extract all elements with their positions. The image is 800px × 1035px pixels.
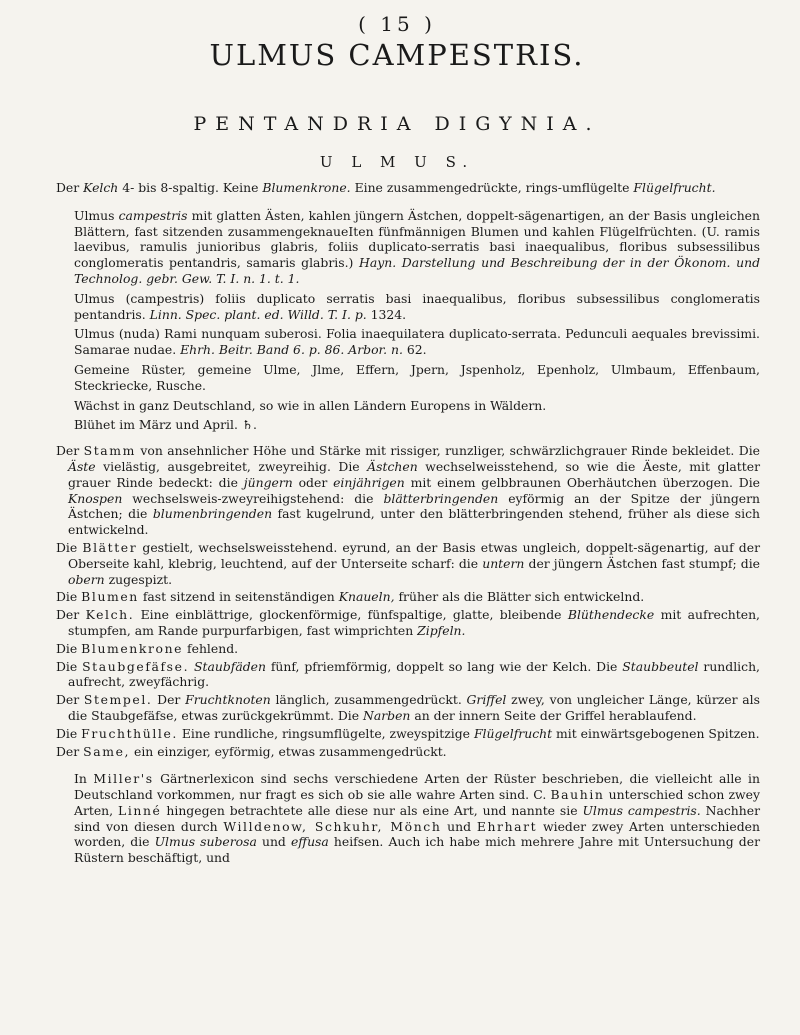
remarks-section — [34, 771, 760, 866]
genus-description: Der Kelch 4- bis 8-spaltig. Keine Blumenkrone. Eine zusammengedrückte, rings-umflügelte Flügelfrucht. — [56, 180, 716, 195]
description-stamens: Die Staubgefäfse. Staubfäden fünf, pfriemförmig, doppelt so lang wie der Kelch. Die Staubbeutel rundlich, aufrecht, zweyfächrig. — [56, 658, 760, 690]
habitat: Wächst in ganz Deutschland, so wie in allen Ländern Europens in Wäldern. — [74, 397, 547, 413]
ehrhart-citation: Ulmus (nuda) Rami nunquam suberosi. Folia inaequilatera duplicato-serrata. Pedunculi aequales brevissimi. Samarae nudae. Ehrh. Beitr. Band 6. p. 86. Arbor. n. 62. — [74, 326, 760, 358]
description-corolla: Die Blumenkrone fehlend. — [56, 640, 239, 656]
genus-heading: U L M U S. — [319, 153, 475, 171]
description-section — [34, 443, 760, 759]
description-flowers: Die Blumen fast sitzend in seitenständigen Knaueln, früher als die Blätter sich entwickelnd. — [56, 589, 645, 605]
page-number: ( 15 ) — [358, 12, 436, 36]
species-diagnosis: Ulmus campestris mit glatten Ästen, kahlen jüngern Ästchen, doppelt-sägenartigen, an der Basis ungleichen Blättern, fast sitzenden zusammengeknaueIten fünfmännigen Blumen und kahlen Flügelfrüchten. (U. ramis laevibus, ramulis junioribus glabris, foliis duplicato-serratis basi inaequalibus, floribus subsessilibus conglomeratis pentandris, samaris glabris.) Hayn. Darstellung und Beschreibung der in der Ökonom. und Technolog. gebr. Gew. T. I. n. 1. t. 1. — [74, 207, 761, 286]
common-names: Gemeine Rüster, gemeine Ulme, Jlme, Effern, Jpern, Jspenholz, Epenholz, Ulmbaum, Effenbaum, Steckriecke, Rusche. — [74, 361, 760, 393]
class-heading: PENTANDRIA DIGYNIA. — [193, 113, 601, 135]
page-title: ULMUS CAMPESTRIS. — [209, 38, 585, 72]
linnaeus-citation: Ulmus (campestris) foliis duplicato serratis basi inaequalibus, floribus subsessilibus conglomeratis pentandris. Linn. Spec. plant. ed. Willd. T. I. p. 1324. — [74, 290, 760, 322]
remarks-paragraph: In Miller's Gärtnerlexicon sind sechs verschiedene Arten der Rüster beschrieben, die vielleicht alle in Deutschland vorkommen, nur fragt es sich ob sie alle wahre Arten sind. C. Bauhin unterschied schon zwey Arten, Linné hingegen betrachtete alle diese nur als eine Art, und nannte sie Ulmus campestris. Nachher sind von diesen durch Willdenow, Schkuhr, Mönch und Ehrhart wieder zwey Arten unterschieden worden, die Ulmus suberosa und effusa heifsen. Auch ich habe mich mehrere Jahre mit Untersuchung der Rüstern beschäftigt, und — [74, 771, 760, 866]
description-fruit: Die Fruchthülle. Eine rundliche, ringsumflügelte, zweyspitzige Flügelfrucht mit einwärtsgebogenen Spitzen. — [56, 725, 760, 741]
species-section — [34, 208, 760, 433]
description-calyx: Der Kelch. Eine einblättrige, glockenförmige, fünfspaltige, glatte, bleibende Blüthendecke mit aufrechten, stumpfen, am Rande purpurfarbigen, fast wimprichten Zipfeln. — [56, 607, 760, 638]
description-seed: Der Same, ein einziger, eyförmig, etwas zusammengedrückt. — [56, 743, 447, 759]
description-stem: Der Stamm von ansehnlicher Höhe und Stärke mit rissiger, runzliger, schwärzlichgrauer Rinde bekleidet. Die Äste vielästig, ausgebreitet, zweyreihig. Die Ästchen wechselweisstehend, so wie die Äeste, mit glatter grauer Rinde bedeckt: die jüngern oder einjährigen mit einem gelbbraunen Oberhäutchen überzogen. Die Knospen wechselsweis-zweyreihigstehend: die blätterbringenden eyförmig an der Spitze der jüngern Ästchen; die blumenbringenden fast kugelrund, unter den blätterbringenden stehend, früher als diese sich entwickelnd. — [56, 443, 761, 538]
description-pistil: Der Stempel. Der Fruchtknoten länglich, zusammengedrückt. Griffel zwey, von ungleicher Länge, kürzer als die Staubgefäfse, etwas zurückgekrümmt. Die Narben an der innern Seite der Griffel herablaufend. — [56, 692, 760, 723]
description-leaves: Die Blätter gestielt, wechselsweisstehend. eyrund, an der Basis etwas ungleich, doppelt-sägenartig, auf der Oberseite kahl, klebrig, leuchtend, auf der Unterseite scharf: die untern der jüngern Ästchen fast stumpf; die obern zugespizt. — [56, 539, 760, 587]
flowering-time: Blühet im März und April. ♄. — [74, 417, 257, 433]
